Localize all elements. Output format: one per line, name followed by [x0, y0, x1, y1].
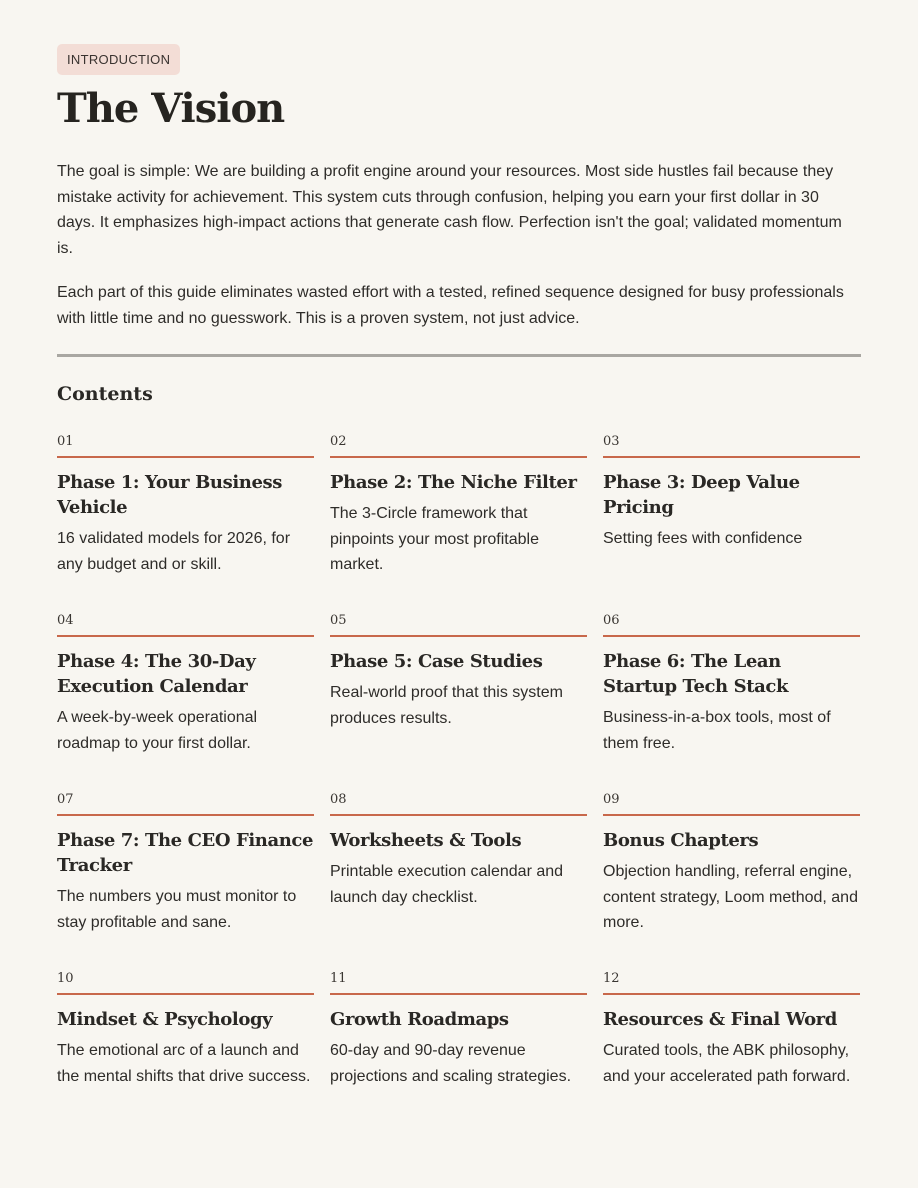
item-number: 02	[330, 434, 347, 449]
item-rule	[330, 814, 587, 816]
item-number: 11	[330, 971, 347, 986]
item-rule	[603, 635, 860, 637]
contents-item	[57, 790, 314, 935]
item-title: Mindset & Psychology	[57, 1009, 273, 1030]
item-number: 07	[57, 792, 74, 807]
item-description: The 3-Circle framework that pinpoints your most profitable market.	[330, 505, 539, 574]
contents-item	[57, 611, 314, 756]
intro-paragraph-2: Each part of this guide eliminates wasted effort with a tested, refined sequence designed for busy professionals with little time and no guesswork. This is a proven system, not just advice.	[57, 283, 844, 327]
item-rule	[57, 456, 314, 458]
item-rule	[603, 993, 860, 995]
item-title: Resources & Final Word	[603, 1009, 837, 1030]
item-description: The numbers you must monitor to stay profitable and sane.	[57, 888, 297, 931]
item-description: Real-world proof that this system produces results.	[330, 684, 563, 727]
item-rule	[57, 814, 314, 816]
item-number: 08	[330, 792, 347, 807]
contents-item	[603, 432, 860, 552]
intro-paragraph-1: The goal is simple: We are building a profit engine around your resources. Most side hustles fail because they mistake activity for achievement. This system cuts through confusion, helping you earn your first dollar in 30 days. It emphasizes high-impact actions that generate cash flow. Perfection isn't the goal; validated momentum is.	[57, 163, 842, 258]
intro-section	[57, 159, 861, 331]
item-title: Growth Roadmaps	[330, 1009, 509, 1030]
item-title: Phase 1: Your Business Vehicle	[57, 472, 282, 518]
item-description: A week-by-week operational roadmap to your first dollar.	[57, 709, 258, 752]
item-description: Curated tools, the ABK philosophy, and your accelerated path forward.	[603, 1042, 851, 1085]
item-rule	[330, 635, 587, 637]
contents-item	[57, 432, 314, 577]
item-title: Phase 7: The CEO Finance Tracker	[57, 830, 314, 876]
contents-item	[330, 969, 587, 1089]
item-rule	[603, 456, 860, 458]
contents-item	[330, 432, 587, 578]
item-description: 16 validated models for 2026, for any budget and or skill.	[57, 530, 291, 573]
item-description: The emotional arc of a launch and the mental shifts that drive success.	[57, 1042, 311, 1085]
contents-item	[330, 790, 587, 910]
page-title: The Vision	[57, 85, 285, 132]
item-title: Phase 6: The Lean Startup Tech Stack	[603, 651, 789, 697]
item-rule	[57, 993, 314, 995]
contents-item	[330, 611, 587, 731]
item-title: Phase 3: Deep Value Pricing	[603, 472, 800, 518]
item-title: Bonus Chapters	[603, 830, 759, 851]
item-title: Worksheets & Tools	[330, 830, 522, 851]
page	[57, 44, 861, 1085]
item-rule	[330, 993, 587, 995]
contents-item	[603, 611, 860, 756]
item-rule	[57, 635, 314, 637]
item-number: 01	[57, 434, 74, 449]
section-divider	[57, 354, 861, 357]
contents-item	[57, 969, 314, 1089]
contents-item	[603, 969, 860, 1089]
item-description: Business-in-a-box tools, most of them free.	[603, 709, 831, 752]
item-description: Setting fees with confidence	[603, 530, 803, 547]
item-rule	[603, 814, 860, 816]
item-description: 60-day and 90-day revenue projections and scaling strategies.	[330, 1042, 572, 1085]
contents-item	[603, 790, 860, 936]
item-title: Phase 4: The 30-Day Execution Calendar	[57, 651, 256, 697]
item-number: 12	[603, 971, 620, 986]
item-number: 09	[603, 792, 620, 807]
item-number: 04	[57, 613, 74, 628]
section-badge: INTRODUCTION	[57, 44, 180, 75]
item-number: 05	[330, 613, 347, 628]
item-rule	[330, 456, 587, 458]
item-number: 03	[603, 434, 620, 449]
item-title: Phase 5: Case Studies	[330, 651, 543, 672]
item-description: Objection handling, referral engine, content strategy, Loom method, and more.	[603, 863, 858, 932]
contents-heading: Contents	[57, 383, 153, 405]
item-description: Printable execution calendar and launch day checklist.	[330, 863, 564, 906]
item-number: 06	[603, 613, 620, 628]
item-title: Phase 2: The Niche Filter	[330, 472, 577, 493]
item-number: 10	[57, 971, 74, 986]
